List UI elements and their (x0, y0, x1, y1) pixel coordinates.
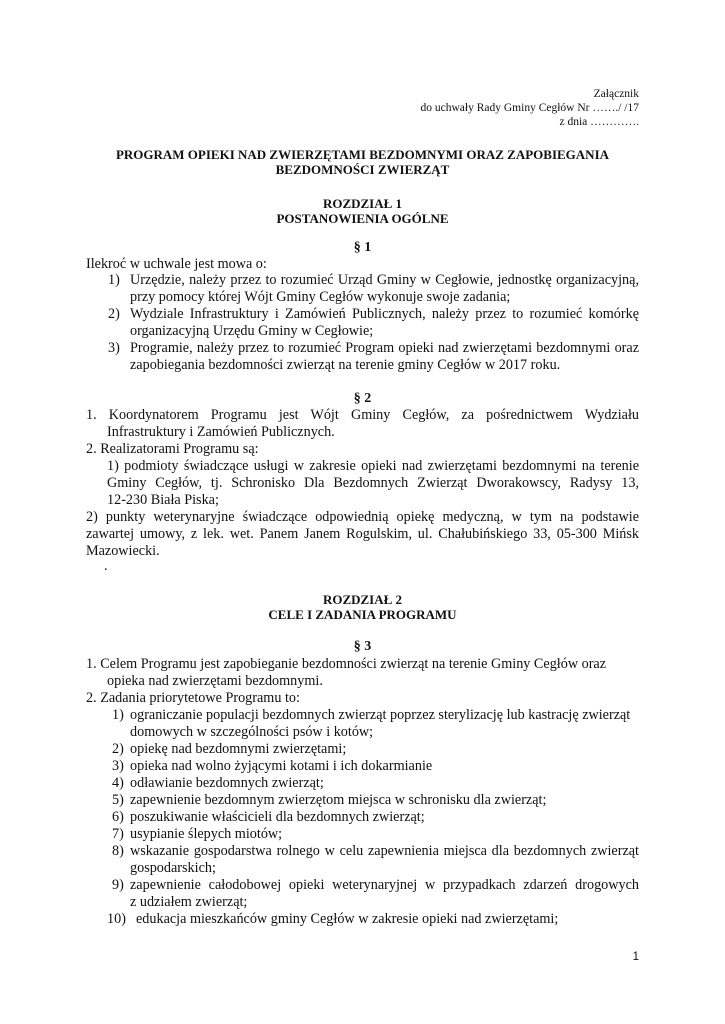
task6-line1: poszukiwanie właścicieli dla bezdomnych zwierząt; (130, 809, 425, 825)
task4-line1: odławianie bezdomnych zwierząt; (130, 775, 324, 791)
task7-line1: usypianie ślepych miotów; (130, 826, 283, 842)
task5-number: 5) (112, 792, 124, 808)
section1-intro: Ilekroć w uchwale jest mowa o: (86, 256, 267, 272)
task4-number: 4) (112, 775, 124, 791)
section2-b-line2: zawartej umowy, z lek. wet. Panem Janem Rogulskim, ul. Chałubińskiego 33, 05-300 Mińsk (86, 526, 639, 542)
section1-item1-number: 1) (108, 272, 120, 288)
page-number: 1 (632, 951, 639, 963)
task1-number: 1) (112, 707, 124, 723)
section1-item2-number: 2) (108, 306, 120, 322)
section3-mark: § 3 (353, 639, 372, 654)
header-line-attachment: Załącznik (593, 88, 639, 100)
section2-p2: 2. Realizatorami Programu są: (86, 441, 259, 457)
section3-p1-line2: opieka nad zwierzętami bezdomnymi. (107, 673, 323, 689)
section1-item3-number: 3) (108, 340, 120, 356)
task2-line1: opiekę nad bezdomnymi zwierzętami; (130, 741, 347, 757)
section2-trailing-dot: . (104, 558, 108, 574)
chapter2-subheading: CELE I ZADANIA PROGRAMU (268, 607, 457, 622)
header-line-resolution: do uchwały Rady Gminy Cegłów Nr ……./ /17 (420, 102, 639, 114)
header-line-date: z dnia …………. (559, 116, 639, 128)
chapter1-subheading: POSTANOWIENIA OGÓLNE (276, 211, 449, 226)
task9-line1: zapewnienie całodobowej opieki weterynaryjnej w przypadkach zdarzeń drogowych (130, 877, 639, 893)
section1-item2-line2: organizacyjną Urzędu Gminy w Cegłowie; (130, 323, 374, 339)
task8-line2: gospodarskich; (130, 860, 216, 876)
section1-item3-line1: Programie, należy przez to rozumieć Program opieki nad zwierzętami bezdomnymi oraz (130, 340, 639, 356)
task1-line1: ograniczanie populacji bezdomnych zwierząt poprzez sterylizację lub kastrację zwierząt (130, 707, 631, 723)
section1-item1-line2: przy pomocy której Wójt Gminy Cegłów wykonuje swoje zadania; (130, 289, 511, 305)
section2-a-line3: 12-230 Biała Piska; (107, 492, 219, 508)
section1-item3-line2: zapobiegania bezdomności zwierząt na terenie gminy Cegłów w 2017 roku. (130, 357, 561, 373)
section2-b-line3: Mazowiecki. (86, 543, 160, 559)
section2-mark: § 2 (353, 391, 372, 406)
task1-line2: domowych w szczególności psów i kotów; (130, 724, 374, 740)
task3-line1: opieka nad wolno żyjącymi kotami i ich dokarmianie (130, 758, 433, 774)
section1-item1-line1: Urzędzie, należy przez to rozumieć Urząd Gminy w Cegłowie, jednostkę organizacyjną, (130, 272, 639, 288)
section2-p1-line2: Infrastruktury i Zamówień Publicznych. (107, 424, 335, 440)
section1-item2-line1: Wydziale Infrastruktury i Zamówień Publicznych, należy przez to rozumieć komórkę (130, 306, 639, 322)
section3-p1-line1: 1. Celem Programu jest zapobieganie bezdomności zwierząt na terenie Gminy Cegłów oraz (86, 656, 607, 672)
section2-a-line1: 1) podmioty świadczące usługi w zakresie opieki nad zwierzętami bezdomnymi na terenie (107, 458, 639, 474)
task3-number: 3) (112, 758, 124, 774)
section2-b-line1: 2) punkty weterynaryjne świadczące odpowiednią opiekę medyczną, w tym na podstawie (86, 509, 639, 525)
task7-number: 7) (112, 826, 124, 842)
task9-line2: z udziałem zwierząt; (130, 894, 248, 910)
task8-number: 8) (112, 843, 124, 859)
task6-number: 6) (112, 809, 124, 825)
section2-p1-line1: 1. Koordynatorem Programu jest Wójt Gminy Cegłów, za pośrednictwem Wydziału (86, 407, 639, 423)
task2-number: 2) (112, 741, 124, 757)
task8-line1: wskazanie gospodarstwa rolnego w celu zapewnienia miejsca dla bezdomnych zwierząt (130, 843, 639, 859)
section1-mark: § 1 (353, 240, 372, 255)
chapter1-heading: ROZDZIAŁ 1 (322, 196, 403, 211)
task10-line1: edukacja mieszkańców gminy Cegłów w zakresie opieki nad zwierzętami; (136, 911, 559, 927)
task9-number: 9) (112, 877, 124, 893)
task5-line1: zapewnienie bezdomnym zwierzętom miejsca w schronisku dla zwierząt; (130, 792, 547, 808)
section3-p2: 2. Zadania priorytetowe Programu to: (86, 690, 300, 706)
task10-number: 10) (107, 911, 126, 927)
document-title-line2: BEZDOMNOŚCI ZWIERZĄT (275, 162, 450, 177)
chapter2-heading: ROZDZIAŁ 2 (322, 592, 403, 607)
section2-a-line2: Gminy Cegłów, tj. Schronisko Dla Bezdomnych Zwierząt Dworakowscy, Radysy 13, (107, 475, 639, 491)
document-title-line1: PROGRAM OPIEKI NAD ZWIERZĘTAMI BEZDOMNYMI ORAZ ZAPOBIEGANIA (115, 147, 610, 162)
